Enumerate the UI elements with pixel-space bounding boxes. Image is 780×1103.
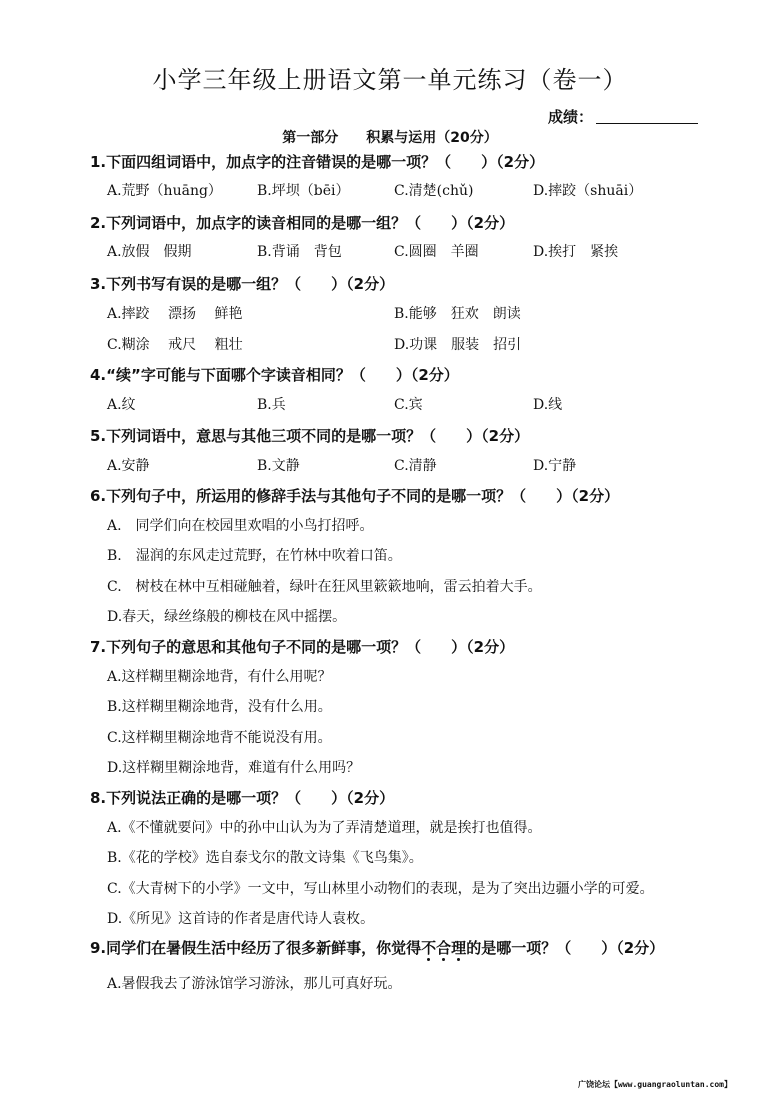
q5-option-b: B.文静 [257, 458, 300, 474]
q9-stem-part-a: 9.同学们在暑假生活中经历了很多新鲜事，你觉得 [90, 939, 422, 957]
q3-option-d: D.功课 服装 招引 [394, 337, 522, 353]
q5-option-a: A.安静 [107, 458, 150, 474]
q2-option-c: C.圆圈 羊圈 [394, 244, 479, 260]
question-7-stem: 7.下列句子的意思和其他句子不同的是哪一项？（ ）（2分） [90, 638, 515, 656]
q5-option-d: D.宁静 [533, 458, 577, 474]
q9-stem-part-b: 的是哪一项？（ ）（2分） [466, 939, 665, 957]
q3-option-b: B.能够 狂欢 朗读 [394, 306, 521, 322]
question-8-stem: 8.下列说法正确的是哪一项？（ ）（2分） [90, 789, 395, 807]
q6-option-c: C. 树枝在林中互相碰触着，绿叶在狂风里簌簌地响，雷云拍着大手。 [107, 579, 542, 595]
page-title: 小学三年级上册语文第一单元练习（卷一） [152, 66, 628, 94]
q8-option-b: B.《花的学校》选自泰戈尔的散文诗集《飞鸟集》。 [107, 850, 423, 866]
question-5-stem: 5.下列词语中，意思与其他三项不同的是哪一项？（ ）（2分） [90, 427, 530, 445]
question-4-stem: 4.“续”字可能与下面哪个字读音相同？（ ）（2分） [90, 366, 459, 384]
q7-option-c: C.这样糊里糊涂地背不能说没有用。 [107, 730, 332, 746]
q2-option-a: A.放假 假期 [107, 244, 192, 260]
score-label: 成绩： [548, 108, 594, 126]
q7-option-a: A.这样糊里糊涂地背，有什么用呢？ [107, 669, 332, 685]
q1-option-a: A.荒野（huāng） [107, 183, 222, 199]
q4-option-c: C.宾 [394, 397, 423, 413]
question-3-stem: 3.下列书写有误的是哪一组？（ ）（2分） [90, 275, 395, 293]
emphasis-dot-char: 合 [436, 939, 452, 957]
q2-option-b: B.背诵 背包 [257, 244, 342, 260]
q6-option-d: D.春天，绿丝绦般的柳枝在风中摇摆。 [107, 609, 347, 625]
q4-option-b: B.兵 [257, 397, 286, 413]
q8-option-d: D.《所见》这首诗的作者是唐代诗人袁枚。 [107, 911, 375, 927]
q6-option-a: A. 同学们向在校园里欢唱的小鸟打招呼。 [107, 518, 374, 534]
question-6-stem: 6.下列句子中，所运用的修辞手法与其他句子不同的是哪一项？（ ）（2分） [90, 487, 620, 505]
q8-option-a: A.《不懂就要问》中的孙中山认为为了弄清楚道理，就是挨打也值得。 [107, 820, 542, 836]
question-9-stem [90, 937, 664, 958]
q1-option-c: C.清楚(chǔ) [394, 183, 474, 199]
q2-option-d: D.挨打 紧挨 [533, 244, 619, 260]
score-blank [596, 123, 698, 124]
q6-option-b: B. 湿润的东风走过荒野，在竹林中吹着口笛。 [107, 548, 402, 564]
q1-option-b: B.坪坝（bēi） [257, 183, 350, 199]
emphasis-dot-char: 不 [421, 939, 437, 957]
q5-option-c: C.清静 [394, 458, 437, 474]
q4-option-a: A.纹 [107, 397, 136, 413]
question-2-stem: 2.下列词语中，加点字的读音相同的是哪一组？（ ）（2分） [90, 214, 515, 232]
watermark-footer: 广饶论坛【www.guangraoluntan.com】 [578, 1080, 732, 1089]
q3-option-c: C.糊涂 戒尺 粗壮 [107, 337, 243, 353]
emphasis-dot-char: 理 [451, 939, 467, 957]
q1-option-d: D.摔跤（shuāi） [533, 183, 643, 199]
q7-option-d: D.这样糊里糊涂地背，难道有什么用吗？ [107, 760, 361, 776]
q7-option-b: B.这样糊里糊涂地背，没有什么用。 [107, 699, 332, 715]
q8-option-c: C.《大青树下的小学》一文中，写山林里小动物们的表现，是为了突出边疆小学的可爱。 [107, 881, 654, 897]
q3-option-a: A.摔跤 漂扬 鲜艳 [107, 306, 243, 322]
question-1-stem: 1.下面四组词语中，加点字的注音错误的是哪一项？（ ）（2分） [90, 153, 545, 171]
q9-option-a: A.暑假我去了游泳馆学习游泳，那儿可真好玩。 [107, 976, 402, 992]
section-heading: 第一部分 积累与运用（20分） [282, 130, 498, 146]
q4-option-d: D.线 [533, 397, 563, 413]
